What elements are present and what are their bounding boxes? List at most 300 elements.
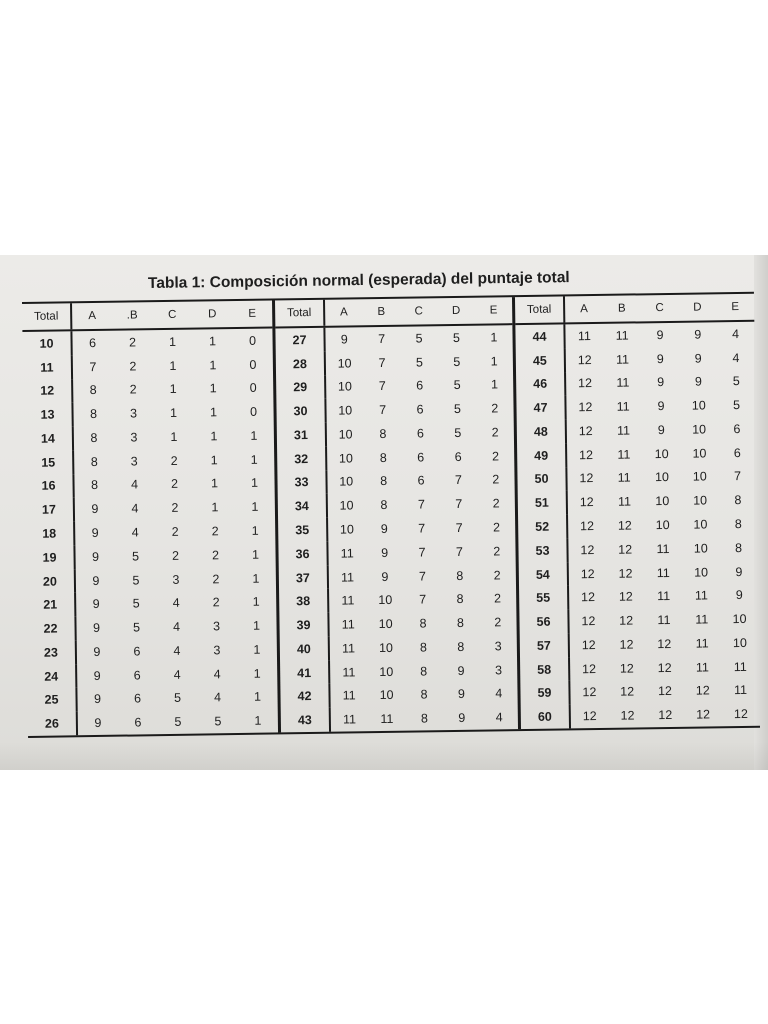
row-total-cell: 12: [23, 379, 73, 403]
row-total-cell: 27: [275, 328, 325, 352]
table-row: [28, 709, 278, 736]
table-cell: 5: [132, 620, 141, 635]
table-row: [519, 583, 758, 610]
table-row: [279, 587, 516, 614]
table-cell: 12: [582, 661, 597, 676]
table-row: [518, 536, 757, 563]
table-cell: 2: [171, 548, 180, 563]
row-total-cell: 52: [518, 515, 568, 539]
table-row: [517, 441, 756, 468]
table-cell: 12: [581, 590, 596, 605]
table-cell: 4: [130, 477, 139, 492]
table-cell: 9: [340, 332, 348, 347]
table-cell: 7: [378, 355, 386, 370]
table-cell: 9: [93, 644, 101, 659]
row-total-cell: 35: [278, 518, 328, 542]
table-cell: 4: [213, 690, 222, 705]
table-cell: 10: [339, 474, 354, 490]
table-row: [279, 610, 516, 637]
table-cell: 2: [211, 524, 219, 539]
header-d: D: [451, 304, 461, 317]
table-cell: 9: [657, 375, 665, 390]
table-cell: 12: [618, 566, 633, 581]
table-cell: 5: [454, 425, 462, 440]
row-total-cell: 50: [517, 467, 567, 491]
row-total-cell: 28: [276, 352, 326, 376]
table-cell: 10: [378, 593, 393, 608]
table-cell: 6: [416, 378, 424, 393]
row-total-cell: 37: [279, 565, 329, 589]
table-cell: 2: [171, 501, 179, 516]
table-cell: 11: [617, 447, 631, 462]
table-header-row: [515, 294, 754, 325]
row-total-cell: 19: [25, 545, 75, 569]
table-cell: 12: [733, 707, 748, 722]
row-total-cell: 30: [276, 399, 326, 423]
table-cell: 10: [378, 640, 394, 655]
row-total-cell: 41: [280, 660, 330, 684]
table-cell: 1: [253, 690, 262, 705]
table-cell: 6: [416, 402, 424, 417]
table-cell: 6: [417, 450, 425, 465]
header-e: E: [731, 300, 740, 314]
table-cell: 12: [618, 542, 633, 557]
table-row: [521, 702, 760, 729]
table-cell: 9: [656, 327, 664, 343]
table-cell: 4: [173, 667, 181, 682]
table-cell: 1: [252, 618, 261, 633]
table-cell: 0: [248, 333, 257, 348]
row-total-cell: 39: [279, 613, 329, 637]
table-cell: 2: [492, 496, 500, 511]
table-cell: 10: [378, 616, 393, 632]
row-total-cell: 48: [517, 419, 567, 443]
table-cell: 5: [132, 596, 140, 611]
table-cell: 11: [616, 399, 630, 414]
table-cell: 10: [654, 470, 670, 485]
header-total: Total: [22, 303, 72, 330]
table-cell: 9: [735, 588, 743, 603]
row-total-cell: 31: [277, 423, 327, 447]
table-cell: 10: [693, 541, 708, 556]
header-b: .B: [126, 309, 138, 322]
table-cell: 4: [732, 326, 740, 341]
table-cell: 11: [340, 569, 355, 585]
table-cell: 12: [619, 637, 634, 652]
table-cell: 1: [208, 334, 217, 349]
table-row: [280, 682, 517, 709]
table-cell: 3: [130, 430, 138, 445]
table-cell: 11: [341, 593, 355, 608]
table-cell: 3: [213, 643, 221, 658]
table-cell: 11: [656, 541, 670, 556]
table-cell: 10: [692, 422, 707, 437]
table-cell: 2: [212, 571, 220, 586]
header-d: D: [693, 301, 702, 314]
table-cell: 12: [657, 660, 672, 675]
header-total: Total: [275, 300, 325, 327]
row-total-cell: 56: [519, 610, 569, 634]
header-c: C: [414, 305, 423, 318]
table-row: [517, 417, 756, 444]
table-row: [24, 447, 274, 474]
table-header-row: [275, 297, 512, 328]
header-total: Total: [515, 296, 565, 323]
table-cell: 10: [691, 398, 706, 413]
table-cell: 12: [578, 423, 593, 439]
table-cell: 9: [92, 597, 100, 612]
table-cell: 10: [655, 494, 670, 509]
table-cell: 6: [133, 644, 141, 659]
table-row: [518, 512, 757, 539]
table-cell: 12: [582, 685, 597, 700]
row-total-cell: 55: [519, 586, 569, 610]
row-total-cell: 16: [24, 474, 74, 498]
table-cell: 8: [379, 426, 387, 441]
table-cell: 11: [341, 641, 356, 656]
table-cell: 11: [657, 613, 671, 628]
table-cell: 3: [212, 619, 221, 634]
table-cell: 12: [578, 376, 593, 391]
table-cell: 2: [211, 548, 220, 563]
table-cell: 10: [338, 427, 353, 442]
row-total-cell: 47: [516, 396, 566, 420]
row-total-cell: 49: [517, 443, 567, 467]
table-cell: 11: [342, 688, 356, 703]
table-cell: 11: [733, 683, 748, 698]
table-row: [278, 515, 515, 542]
table-cell: 2: [129, 359, 137, 374]
table-cell: 9: [458, 710, 466, 726]
table-cell: 1: [211, 500, 219, 515]
header-c: C: [655, 302, 664, 315]
table-cell: 5: [452, 330, 461, 345]
table-cell: 5: [453, 354, 461, 369]
table-cell: 1: [210, 429, 218, 444]
table-row: [276, 396, 513, 423]
header-e: E: [248, 307, 257, 320]
table-cell: 12: [617, 518, 632, 533]
table-cell: 11: [577, 328, 592, 344]
table-cell: 5: [173, 691, 182, 706]
table-cell: 9: [457, 663, 465, 678]
table-cell: 3: [172, 572, 180, 587]
table-row: [25, 495, 275, 522]
table-cell: 8: [89, 383, 97, 398]
table-cell: 12: [618, 589, 633, 604]
table-cell: 1: [253, 666, 261, 681]
table-cell: 9: [92, 573, 100, 588]
row-total-cell: 14: [24, 426, 74, 450]
table-cell: 1: [170, 429, 178, 444]
table-cell: 9: [694, 351, 702, 366]
table-row: [25, 542, 275, 569]
row-total-cell: 38: [279, 589, 329, 613]
table-cell: 4: [131, 501, 139, 516]
row-total-cell: 36: [278, 542, 328, 566]
table-row: [27, 661, 277, 688]
table-cell: 1: [251, 523, 259, 538]
header-b: B: [377, 305, 386, 319]
table-cell: 2: [128, 335, 137, 350]
table-cell: 8: [379, 450, 387, 465]
table-cell: 2: [491, 425, 499, 440]
row-total-cell: 20: [26, 569, 76, 593]
row-total-cell: 24: [27, 664, 77, 688]
row-total-cell: 58: [520, 657, 570, 681]
table-cell: 7: [418, 568, 426, 584]
table-cell: 12: [579, 447, 594, 462]
row-total-cell: 45: [516, 348, 566, 372]
table-cell: 9: [92, 621, 101, 636]
table-cell: 5: [453, 378, 461, 393]
row-total-cell: 46: [516, 372, 566, 396]
table-cell: 10: [338, 403, 353, 418]
table-cell: 6: [417, 473, 425, 488]
table-cell: 1: [250, 452, 258, 467]
table-row: [278, 491, 515, 518]
row-total-cell: 15: [24, 450, 74, 474]
table-block-1: [22, 301, 278, 736]
header-b: B: [617, 302, 626, 315]
table-cell: 6: [133, 667, 141, 683]
table-cell: 8: [419, 616, 427, 631]
table-row: [23, 400, 273, 427]
table-cell: 2: [170, 477, 179, 492]
table-cell: 4: [172, 596, 180, 611]
table-cell: 6: [133, 691, 142, 706]
table-cell: 11: [617, 470, 631, 486]
table-cell: 12: [620, 708, 635, 723]
table-cell: 2: [491, 449, 500, 464]
table-cell: 1: [250, 428, 258, 443]
table-cell: 7: [419, 592, 427, 607]
table-row: [279, 563, 516, 590]
table-row: [515, 322, 754, 349]
table-row: [518, 488, 757, 515]
table-cell: 9: [694, 327, 702, 342]
table-row: [27, 685, 277, 712]
table-cell: 8: [734, 516, 742, 532]
table-cell: 9: [381, 545, 389, 560]
table-cell: 10: [692, 469, 707, 485]
table-row: [517, 464, 756, 491]
table-cell: 11: [342, 664, 356, 680]
table-row: [277, 444, 514, 471]
table-cell: 12: [619, 661, 634, 676]
table-cell: 9: [457, 687, 466, 702]
table-cell: 7: [378, 379, 386, 394]
table-cell: 12: [579, 495, 594, 510]
table-row: [26, 614, 276, 641]
table-cell: 0: [249, 381, 257, 396]
table-cell: 8: [380, 498, 388, 513]
table-cell: 2: [492, 520, 501, 535]
table-cell: 4: [131, 525, 139, 540]
table-cell: 12: [696, 707, 711, 722]
table-cell: 7: [455, 520, 463, 535]
row-total-cell: 10: [22, 331, 72, 355]
table-row: [516, 369, 755, 396]
table-cell: 10: [655, 517, 670, 533]
table-cell: 12: [580, 519, 595, 534]
row-total-cell: 33: [277, 470, 327, 494]
table-row: [27, 637, 277, 664]
table-cell: 11: [616, 375, 630, 391]
table-block-2: [272, 297, 518, 732]
table-row: [22, 329, 272, 356]
table-cell: 9: [657, 422, 665, 438]
row-total-cell: 44: [515, 324, 565, 348]
table-cell: 11: [657, 589, 671, 604]
table-cell: 2: [491, 401, 499, 416]
table-cell: 12: [582, 709, 597, 724]
table-row: [276, 349, 513, 376]
table-cell: 8: [90, 454, 98, 469]
row-total-cell: 43: [281, 708, 331, 732]
table-cell: 1: [252, 595, 260, 610]
table-cell: 10: [732, 635, 747, 650]
table-cell: 11: [656, 565, 670, 580]
table-row: [24, 471, 274, 498]
table-row: [520, 654, 759, 681]
row-total-cell: 59: [520, 681, 570, 705]
table-cell: 1: [490, 330, 498, 345]
table-cell: 5: [214, 714, 222, 729]
table-cell: 5: [415, 331, 423, 346]
table-title: Tabla 1: Composición normal (esperada) del puntaje total: [147, 269, 570, 292]
table-cell: 6: [88, 335, 97, 350]
table-cell: 9: [656, 351, 664, 366]
table-cell: 8: [419, 640, 427, 655]
table-cell: 11: [341, 617, 355, 632]
table-cell: 8: [90, 478, 99, 493]
table-cell: 12: [581, 614, 596, 629]
table-cell: 10: [693, 493, 708, 508]
row-total-cell: 29: [276, 375, 326, 399]
table-cell: 0: [249, 357, 257, 372]
table-cell: 2: [129, 382, 137, 397]
table-cell: 2: [171, 524, 179, 539]
table-cell: 2: [212, 595, 220, 610]
table-cell: 1: [169, 358, 177, 373]
table-row: [26, 566, 276, 593]
table-cell: 10: [339, 522, 354, 537]
table-cell: 1: [169, 382, 177, 397]
table-cell: 12: [695, 683, 710, 698]
table-cell: 7: [378, 331, 386, 346]
row-total-cell: 42: [280, 684, 330, 708]
table-cell: 9: [380, 521, 388, 537]
table-row: [24, 424, 274, 451]
table-row: [277, 420, 514, 447]
table-cell: 3: [129, 406, 138, 421]
table-cell: 10: [692, 446, 707, 461]
row-total-cell: 23: [27, 640, 77, 664]
table-row: [520, 678, 759, 705]
header-c: C: [167, 308, 177, 321]
table-cell: 11: [733, 659, 747, 674]
table-cell: 7: [455, 544, 464, 559]
table-row: [280, 658, 517, 685]
table-cell: 5: [733, 398, 741, 413]
table-cell: 6: [733, 421, 741, 437]
table-cell: 1: [209, 357, 217, 373]
table-cell: 5: [415, 355, 423, 370]
table-cell: 2: [493, 544, 501, 559]
table-cell: 1: [209, 381, 217, 396]
table-cell: 11: [342, 712, 357, 727]
table-cell: 4: [732, 350, 740, 365]
table-row: [281, 705, 518, 732]
table-cell: 7: [89, 359, 97, 374]
table-cell: 1: [253, 642, 261, 657]
table-cell: 8: [456, 568, 464, 583]
table-cell: 12: [657, 684, 673, 699]
table-cell: 10: [694, 564, 709, 580]
row-total-cell: 60: [521, 705, 571, 729]
row-total-cell: 25: [27, 688, 77, 712]
table-cell: 12: [619, 613, 634, 628]
table-cell: 1: [169, 406, 178, 421]
table-row: [26, 590, 276, 617]
row-total-cell: 53: [518, 538, 568, 562]
table-cell: 2: [492, 472, 500, 487]
table-cell: 2: [170, 453, 178, 468]
row-total-cell: 17: [25, 498, 75, 522]
table-cell: 9: [381, 569, 389, 584]
table-cell: 4: [173, 643, 181, 658]
table-cell: 4: [495, 686, 503, 701]
table-block-3: [512, 294, 760, 729]
table-cell: 11: [380, 711, 394, 727]
table-cell: 7: [455, 497, 463, 512]
table-cell: 7: [379, 403, 387, 418]
table-row: [278, 539, 515, 566]
row-total-cell: 34: [278, 494, 328, 518]
table-cell: 1: [251, 499, 259, 515]
table-cell: 10: [654, 446, 669, 461]
table-cell: 12: [577, 352, 592, 367]
table-cell: 12: [578, 400, 593, 415]
table-cell: 12: [580, 542, 595, 557]
table-cell: 12: [581, 637, 596, 653]
table-header-row: [22, 301, 272, 332]
table-cell: 7: [417, 497, 425, 512]
table-cell: 5: [132, 572, 140, 588]
table-cell: 10: [339, 498, 354, 513]
table-cell: 7: [418, 545, 426, 560]
table-cell: 1: [490, 354, 498, 369]
table-cell: 9: [91, 525, 99, 541]
row-total-cell: 32: [277, 447, 327, 471]
table-row: [516, 393, 755, 420]
table-cell: 8: [420, 687, 428, 702]
table-cell: 2: [493, 591, 502, 606]
table-cell: 1: [490, 377, 499, 392]
row-total-cell: 11: [23, 355, 73, 379]
table-cell: 8: [420, 711, 428, 726]
table-cell: 1: [210, 452, 218, 468]
table-cell: 8: [734, 493, 742, 508]
table-cell: 6: [733, 445, 741, 460]
table-cell: 10: [732, 611, 747, 627]
table-row: [516, 346, 755, 373]
table-cell: 1: [168, 334, 177, 349]
table-cell: 8: [457, 639, 465, 654]
table-cell: 11: [616, 423, 631, 438]
header-a: A: [88, 309, 97, 323]
